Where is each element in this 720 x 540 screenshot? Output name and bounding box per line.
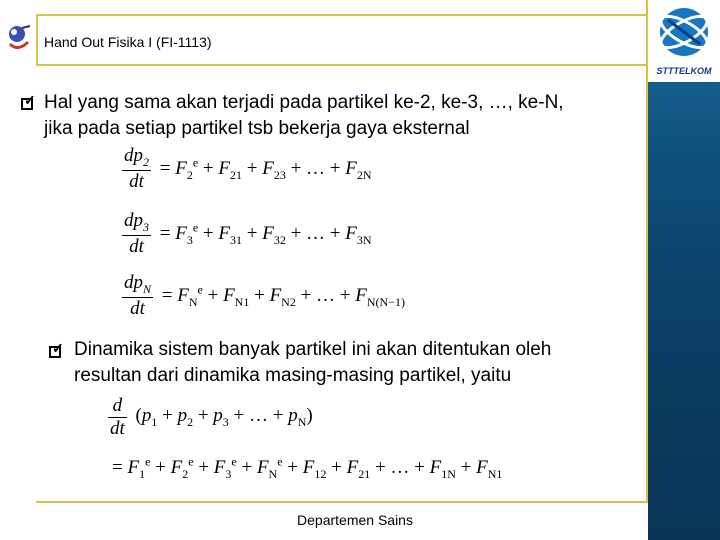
equation-system-sum: = $F_1^e + F_2^e + F_3^e + F_N^e + F_{12} + F_{21}$ + … + $F_{1N} + F_{N1}$	[112, 455, 503, 482]
checkbox-bullet-icon: ✓	[20, 96, 36, 112]
vertical-divider	[646, 0, 648, 503]
logo-text: STTTELKOM	[656, 66, 712, 76]
intro-line-1: Hal yang sama akan terjadi pada partikel ke-2, ke-3, …, ke-N,	[44, 92, 564, 113]
header-title: Hand Out Fisika I (FI-1113)	[44, 34, 212, 50]
equation-particle-2: $\frac{dp_2}{dt}$ = $F_2^e + F_{21} + F_{23}$ + … + $F_{2N}$	[124, 145, 372, 192]
logo-icon	[4, 22, 34, 52]
equation-system: $\frac{d}{dt}$ ($p_1 + p_2 + p_3$ + … + $p_N$)	[110, 395, 313, 439]
checkbox-bullet-icon: ✓	[48, 344, 64, 360]
footer-divider	[36, 501, 648, 503]
footer-text: Departemen Sains	[297, 512, 413, 528]
second-line-2: resultan dari dinamika masing-masing partikel, yaitu	[74, 365, 512, 386]
equation-particle-3: $\frac{dp_3}{dt}$ = $F_3^e + F_{31} + F_{32}$ + … + $F_{3N}$	[124, 210, 372, 257]
second-line-1: Dinamika sistem banyak partikel ini akan ditentukan oleh	[74, 339, 552, 360]
intro-line-2: jika pada setiap partikel tsb bekerja gaya eksternal	[44, 118, 470, 139]
equation-particle-n: $\frac{dp_N}{dt}$ = $F_N^e + F_{N1} + F_{N2}$ + … + $F_{N(N-1)}$	[124, 272, 405, 319]
